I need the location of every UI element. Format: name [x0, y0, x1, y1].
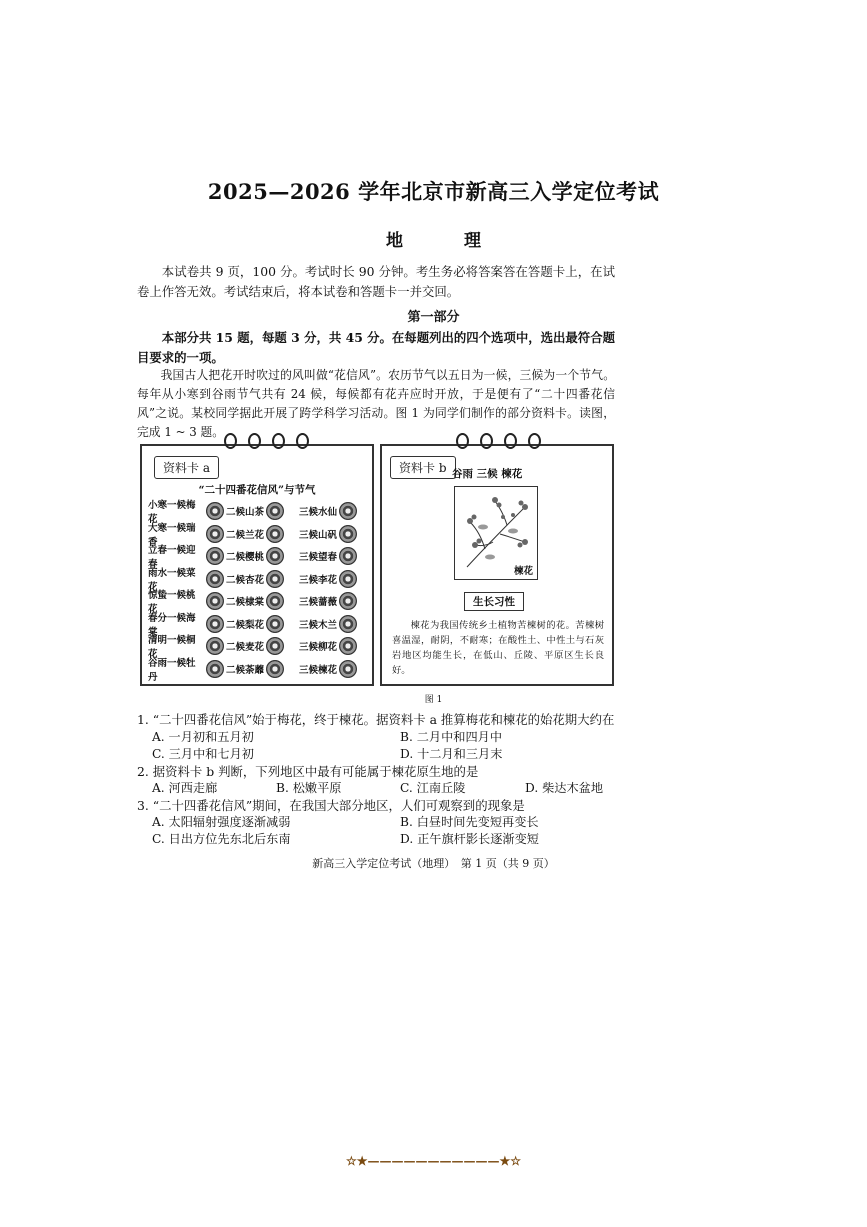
flower-photo-icon: [339, 547, 357, 565]
figure-caption: 图 1: [424, 695, 443, 705]
flower-cell: [226, 502, 299, 520]
subject-title: 地 理: [386, 231, 503, 251]
section-title: 第一部分: [407, 310, 460, 325]
flower-photo-icon: [339, 570, 357, 588]
flower-label: 大寒一候瑞香: [148, 522, 196, 548]
flower-label: 二候荼蘼: [226, 664, 265, 676]
flower-photo-icon: [266, 615, 284, 633]
flower-cell: [299, 637, 372, 655]
flower-label: 二候杏花: [226, 574, 265, 586]
flower-label: 立春一候迎春: [148, 545, 196, 571]
binding-ring-icon: [296, 433, 309, 449]
flower-cell: [226, 615, 299, 633]
flower-label: 二候兰花: [226, 529, 265, 541]
card-b-tag: 资料卡 b: [390, 456, 456, 479]
flower-photo-icon: [206, 547, 224, 565]
flower-photo-icon: [266, 637, 284, 655]
flower-label: 三候山矾: [299, 529, 338, 541]
instructions: 本试卷共 9 页，100 分。考试时长 90 分钟。考生务必将答案答在答题卡上，在试卷上作答无效。考试结束后，将本试卷和答题卡一并交回。: [137, 264, 615, 299]
flower-label: 三候柳花: [299, 642, 338, 654]
flower-photo-icon: [266, 592, 284, 610]
flower-cell: [226, 525, 299, 543]
flower-row: [146, 658, 372, 681]
binding-ring-icon: [272, 433, 285, 449]
question-2-stem: 2. 据资料卡 b 判断，下列地区中最有可能属于楝花原生地的是: [137, 764, 479, 779]
card-b-heading: 谷雨 三候 楝花: [452, 468, 523, 480]
flower-cell: [299, 502, 372, 520]
flower-label: 三候楝花: [299, 664, 338, 676]
flower-label: 清明一候桐花: [148, 635, 196, 661]
flower-label: 谷雨一候牡丹: [148, 657, 196, 683]
card-a-heading: “二十四番花信风”与节气: [198, 484, 316, 496]
star-decoration: ☆★———————————★☆: [345, 1154, 522, 1168]
flower-label: 春分一候海棠: [148, 612, 196, 638]
flower-cell: [146, 655, 226, 683]
flower-cell: [299, 570, 372, 588]
card-b-rings: [456, 433, 541, 449]
card-a-table: [146, 500, 372, 683]
q3-option-c: C. 日出方位先东北后东南: [152, 832, 291, 846]
flower-photo-icon: [206, 592, 224, 610]
flower-cell: [299, 592, 372, 610]
flower-label: 惊蛰一候桃花: [148, 590, 196, 616]
binding-ring-icon: [456, 433, 469, 449]
flower-photo-icon: [206, 502, 224, 520]
flower-photo-icon: [339, 615, 357, 633]
flower-photo-icon: [206, 570, 224, 588]
flower-photo-icon: [339, 502, 357, 520]
flower-photo-icon: [339, 637, 357, 655]
flower-photo-icon: [339, 592, 357, 610]
binding-ring-icon: [248, 433, 261, 449]
binding-ring-icon: [480, 433, 493, 449]
flower-label: 三候望春: [299, 552, 338, 564]
image-caption: 楝花: [513, 566, 533, 577]
flower-cell: [226, 570, 299, 588]
q1-option-b: B. 二月中和四月中: [400, 730, 503, 744]
q2-option-c: C. 江南丘陵: [400, 781, 466, 795]
flower-label: 小寒一候梅花: [148, 500, 196, 526]
flower-label: 二候山茶: [226, 507, 265, 519]
flower-cell: [299, 525, 372, 543]
q2-option-d: D. 柴达木盆地: [525, 781, 604, 795]
binding-ring-icon: [528, 433, 541, 449]
flower-photo-icon: [206, 660, 224, 678]
flower-cell: [299, 615, 372, 633]
flower-photo-icon: [339, 660, 357, 678]
flower-cell: [299, 660, 372, 678]
flower-label: 雨水一候菜花: [148, 567, 196, 593]
q1-option-d: D. 十二月和三月末: [400, 747, 503, 761]
section-intro: 本部分共 15 题，每题 3 分，共 45 分。在每题列出的四个选项中，选出最符合题目要求的一项。: [137, 330, 615, 365]
flower-label: 三候李花: [299, 574, 338, 586]
flower-photo-icon: [266, 547, 284, 565]
flower-label: 三候木兰: [299, 619, 338, 631]
q1-option-c: C. 三月中和七月初: [152, 747, 254, 761]
page-footer: 新高三入学定位考试（地理） 第 1 页（共 9 页）: [312, 857, 555, 870]
flower-cell: [226, 637, 299, 655]
binding-ring-icon: [504, 433, 517, 449]
exam-title: 2025—2026 学年北京市新高三入学定位考试: [207, 179, 660, 204]
card-a-tag: 资料卡 a: [154, 456, 219, 479]
card-b: [380, 444, 614, 686]
chinaberry-flower-image: [454, 486, 538, 580]
q1-option-a: A. 一月初和五月初: [152, 730, 254, 744]
flower-label: 三候水仙: [299, 507, 338, 519]
flower-label: 二候麦花: [226, 642, 265, 654]
growth-habit-label: 生长习性: [464, 592, 524, 611]
flower-photo-icon: [266, 660, 284, 678]
card-b-text: 楝花为我国传统乡土植物苦楝树的花。苦楝树喜温湿，耐阴，不耐寒；在酸性土、中性土与石灰岩地区均能生长，在低山、丘陵、平原区生长良好。: [392, 620, 604, 676]
card-a-rings: [224, 433, 309, 449]
flower-label: 二候樱桃: [226, 552, 265, 564]
flower-label: 二候棣棠: [226, 597, 265, 609]
passage: 我国古人把花开时吹过的风叫做“花信风”。农历节气以五日为一候，三候为一个节气。每年从小寒到谷雨节气共有 24 候，每候都有花卉应时开放，于是便有了“二十四番花信风”之说。某校同学据此开展了跨学科学习活动。图 1 为同学们制作的部分资料卡。读图，完成 1 ~ 3 题。: [137, 368, 615, 439]
flower-cell: [299, 547, 372, 565]
flower-photo-icon: [206, 637, 224, 655]
card-a: [140, 444, 374, 686]
flower-photo-icon: [339, 525, 357, 543]
flower-photo-icon: [266, 502, 284, 520]
q3-option-b: B. 白昼时间先变短再变长: [400, 815, 539, 829]
flower-photo-icon: [206, 615, 224, 633]
flower-cell: [226, 592, 299, 610]
flower-cell: [226, 660, 299, 678]
binding-ring-icon: [224, 433, 237, 449]
flower-photo-icon: [266, 525, 284, 543]
question-1-stem: 1. “二十四番花信风”始于梅花，终于楝花。据资料卡 a 推算梅花和楝花的始花期大约在: [137, 712, 615, 727]
question-3-stem: 3. “二十四番花信风”期间，在我国大部分地区，人们可观察到的现象是: [137, 798, 525, 813]
flower-cell: [226, 547, 299, 565]
q2-option-b: B. 松嫩平原: [276, 781, 342, 795]
q3-option-d: D. 正午旗杆影长逐渐变短: [400, 832, 539, 846]
q2-option-a: A. 河西走廊: [152, 781, 218, 795]
q3-option-a: A. 太阳辐射强度逐渐减弱: [152, 815, 291, 829]
flower-label: 二候梨花: [226, 619, 265, 631]
flower-label: 三候蔷薇: [299, 597, 338, 609]
flower-photo-icon: [266, 570, 284, 588]
flower-photo-icon: [206, 525, 224, 543]
